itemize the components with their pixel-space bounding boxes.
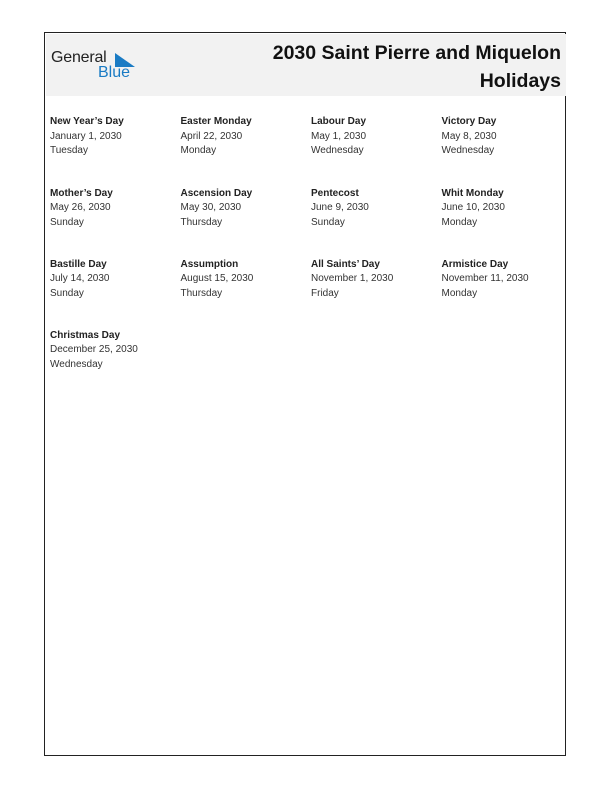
holiday-item [50,187,178,231]
holiday-date: December 25, 2030 [50,344,138,355]
logo-text-blue: Blue [98,64,131,81]
holiday-date: May 8, 2030 [441,130,497,142]
holiday-item [442,187,570,231]
holiday-name: Bastille Day [50,258,107,270]
holiday-item [311,258,439,302]
holiday-item [181,187,309,231]
holiday-weekday: Wednesday [441,145,495,156]
holiday-date: May 26, 2030 [50,202,111,213]
holiday-name: Ascension Day [180,187,253,199]
holiday-weekday: Monday [180,145,217,156]
holiday-item [442,258,570,302]
holiday-weekday: Sunday [50,287,84,299]
holiday-date: June 9, 2030 [311,202,369,213]
holiday-weekday: Monday [441,287,478,299]
logo-text-general: General [51,49,107,66]
page-title: 2030 Saint Pierre and Miquelon Holidays [272,42,561,92]
page-header [46,34,566,96]
holiday-name: Assumption [180,258,239,270]
holiday-name: Mother’s Day [50,187,113,199]
holiday-date: May 1, 2030 [311,130,367,142]
holiday-name: Labour Day [311,116,367,127]
holiday-name: New Year’s Day [50,116,124,127]
holiday-date: April 22, 2030 [180,130,243,142]
holiday-name: Victory Day [441,116,497,127]
holiday-name: All Saints’ Day [311,258,380,270]
holiday-weekday: Friday [311,287,339,299]
holiday-date: November 11, 2030 [441,273,529,284]
holiday-item [442,115,570,159]
holiday-item [311,115,439,159]
holiday-date: August 15, 2030 [180,273,254,284]
holiday-weekday: Tuesday [50,145,88,156]
holiday-item [50,329,178,373]
holiday-weekday: Thursday [180,287,223,299]
holiday-date: January 1, 2030 [50,130,122,142]
holiday-weekday: Wednesday [311,145,364,156]
holiday-item [50,115,178,159]
holiday-item [181,115,309,159]
holiday-item [311,187,439,231]
holiday-weekday: Wednesday [50,358,103,370]
generalblue-logo[interactable] [51,49,141,85]
holiday-name: Pentecost [311,187,359,199]
holiday-name: Armistice Day [441,258,509,270]
holiday-date: June 10, 2030 [441,202,505,213]
holiday-date: July 14, 2030 [50,273,110,284]
holiday-weekday: Monday [441,216,478,228]
holiday-name: Whit Monday [441,187,504,199]
calendar-page [44,32,566,756]
holiday-weekday: Sunday [50,216,84,228]
holiday-date: November 1, 2030 [311,273,394,284]
holiday-date: May 30, 2030 [180,202,242,213]
holiday-item [181,258,309,302]
holiday-name: Christmas Day [50,329,121,341]
holiday-weekday: Thursday [180,216,223,228]
holiday-name: Easter Monday [180,116,252,127]
holiday-weekday: Sunday [311,216,345,228]
holiday-item [50,258,178,302]
